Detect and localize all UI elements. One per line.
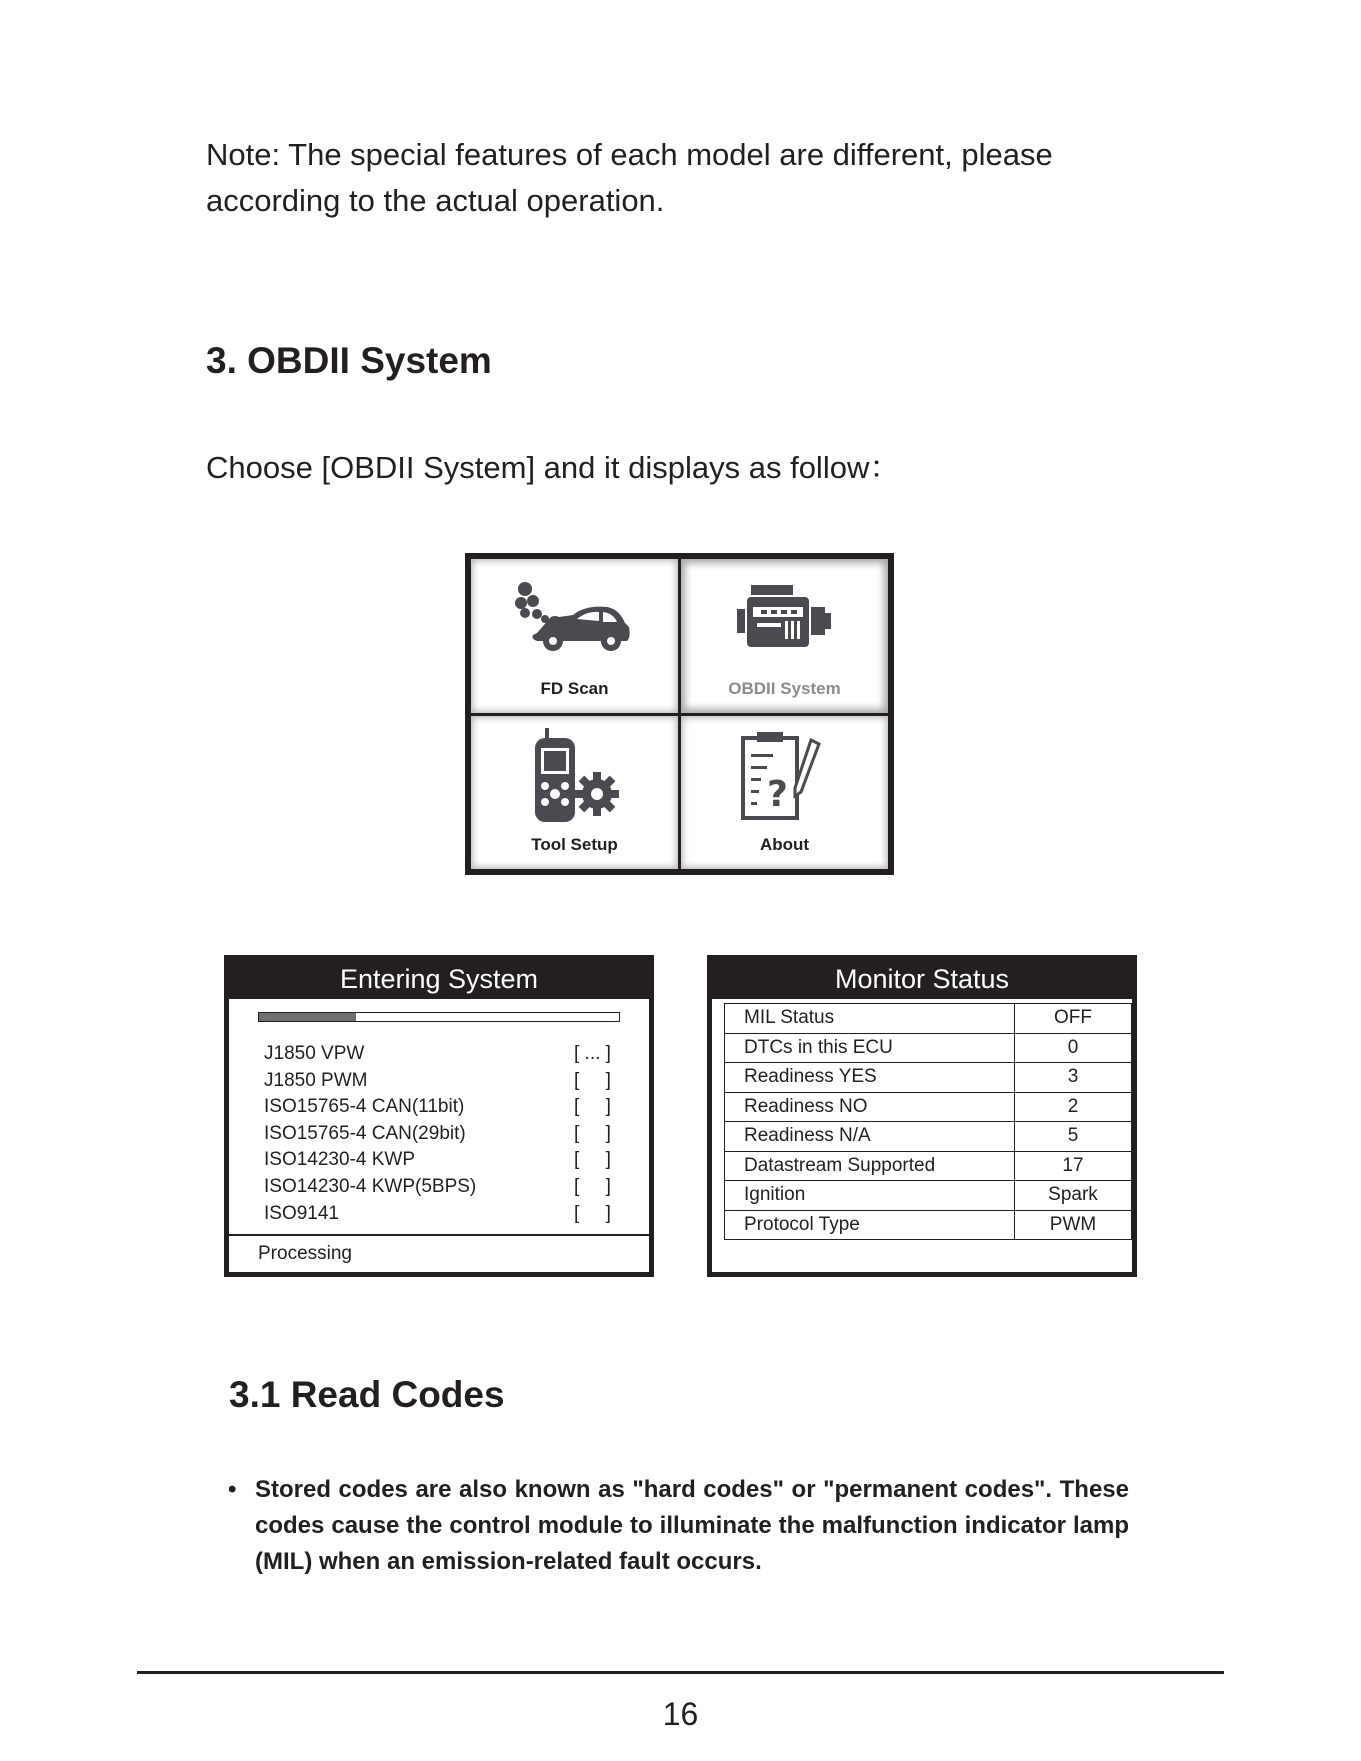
protocol-status: [ ] xyxy=(574,1175,611,1197)
entering-system-title: Entering System xyxy=(339,964,539,994)
row-label: Ignition xyxy=(725,1181,1015,1211)
row-label: Readiness N/A xyxy=(725,1122,1015,1152)
list-item xyxy=(264,1094,611,1121)
protocol-name: ISO15765-4 CAN(29bit) xyxy=(264,1122,466,1144)
scanner-gear-icon xyxy=(531,728,621,824)
menu-tile-fd-scan[interactable] xyxy=(471,559,678,713)
row-label: Datastream Supported xyxy=(725,1151,1015,1181)
bullet-mark: • xyxy=(228,1476,237,1503)
tile-label: OBDII System xyxy=(728,678,841,698)
protocol-name: ISO14230-4 KWP xyxy=(264,1149,416,1171)
section-title: 3. OBDII System xyxy=(206,340,492,381)
engine-icon xyxy=(737,585,833,651)
menu-tile-about[interactable] xyxy=(681,716,888,870)
monitor-status-screen xyxy=(707,955,1137,1277)
row-value: 2 xyxy=(1015,1092,1132,1122)
protocol-status: [ ] xyxy=(574,1202,611,1224)
list-item xyxy=(264,1121,611,1148)
list-item xyxy=(264,1041,611,1068)
protocol-name: J1850 VPW xyxy=(264,1043,365,1064)
clipboard-question-icon xyxy=(739,730,825,822)
row-value: OFF xyxy=(1015,1004,1132,1034)
protocol-list xyxy=(264,1041,611,1227)
protocol-status: [ ] xyxy=(574,1122,611,1144)
row-value: Spark xyxy=(1015,1181,1132,1211)
main-menu-screen xyxy=(465,553,894,875)
menu-tile-tool-setup[interactable] xyxy=(471,716,678,870)
footer-rule xyxy=(137,1671,1224,1674)
subsection-title: 3.1 Read Codes xyxy=(229,1374,505,1415)
list-item xyxy=(264,1201,611,1228)
table-row xyxy=(725,1063,1132,1093)
progress-bar-fill xyxy=(259,1013,356,1021)
list-item xyxy=(264,1174,611,1201)
protocol-status: [ ] xyxy=(574,1069,611,1091)
list-item xyxy=(264,1147,611,1174)
protocol-name: ISO14230-4 KWP(5BPS) xyxy=(264,1175,477,1197)
row-value: PWM xyxy=(1015,1210,1132,1240)
intro-text: Choose [OBDII System] and it displays as follow： xyxy=(206,450,901,485)
monitor-status-table xyxy=(724,1003,1132,1240)
protocol-name: J1850 PWM xyxy=(264,1069,368,1091)
bullet-text: Stored codes are also known as "hard codes" or "permanent codes". These codes cause the control module to illuminate the malfunction indicator lamp (MIL) when an emission-related fault occurs. xyxy=(255,1476,1129,1575)
protocol-name: ISO9141 xyxy=(264,1202,339,1224)
tile-label: About xyxy=(759,835,810,854)
row-label: MIL Status xyxy=(725,1004,1015,1034)
entering-system-screen xyxy=(224,955,654,1277)
table-row xyxy=(725,1151,1132,1181)
note-text: Note: The special features of each model are different, please according to the actual operation. xyxy=(206,137,1053,218)
row-label: Readiness NO xyxy=(725,1092,1015,1122)
tile-label: Tool Setup xyxy=(531,835,618,854)
row-value: 3 xyxy=(1015,1063,1132,1093)
table-row xyxy=(725,1004,1132,1034)
list-item xyxy=(264,1068,611,1095)
row-label: DTCs in this ECU xyxy=(725,1033,1015,1063)
monitor-status-title: Monitor Status xyxy=(834,964,1010,994)
table-row xyxy=(725,1210,1132,1240)
menu-tile-obdii-system[interactable] xyxy=(681,559,888,713)
table-row xyxy=(725,1181,1132,1211)
svg-text:?: ? xyxy=(767,773,788,815)
table-row xyxy=(725,1033,1132,1063)
row-value: 0 xyxy=(1015,1033,1132,1063)
table-row xyxy=(725,1122,1132,1152)
protocol-status: [ ] xyxy=(574,1096,611,1118)
processing-status: Processing xyxy=(258,1243,352,1264)
car-smoke-icon xyxy=(515,581,633,653)
protocol-name: ISO15765-4 CAN(11bit) xyxy=(264,1096,465,1118)
row-value: 5 xyxy=(1015,1122,1132,1152)
progress-bar xyxy=(258,1012,620,1022)
bullet-paragraph xyxy=(229,1472,1129,1580)
divider xyxy=(229,1234,649,1236)
table-row xyxy=(725,1092,1132,1122)
monitor-status-body xyxy=(712,999,1132,1272)
entering-system-body xyxy=(229,999,649,1272)
protocol-status: [ ... ] xyxy=(574,1043,611,1064)
protocol-status: [ ] xyxy=(574,1149,611,1171)
tile-label: FD Scan xyxy=(540,678,609,698)
page-number: 16 xyxy=(662,1696,699,1732)
row-value: 17 xyxy=(1015,1151,1132,1181)
row-label: Readiness YES xyxy=(725,1063,1015,1093)
row-label: Protocol Type xyxy=(725,1210,1015,1240)
